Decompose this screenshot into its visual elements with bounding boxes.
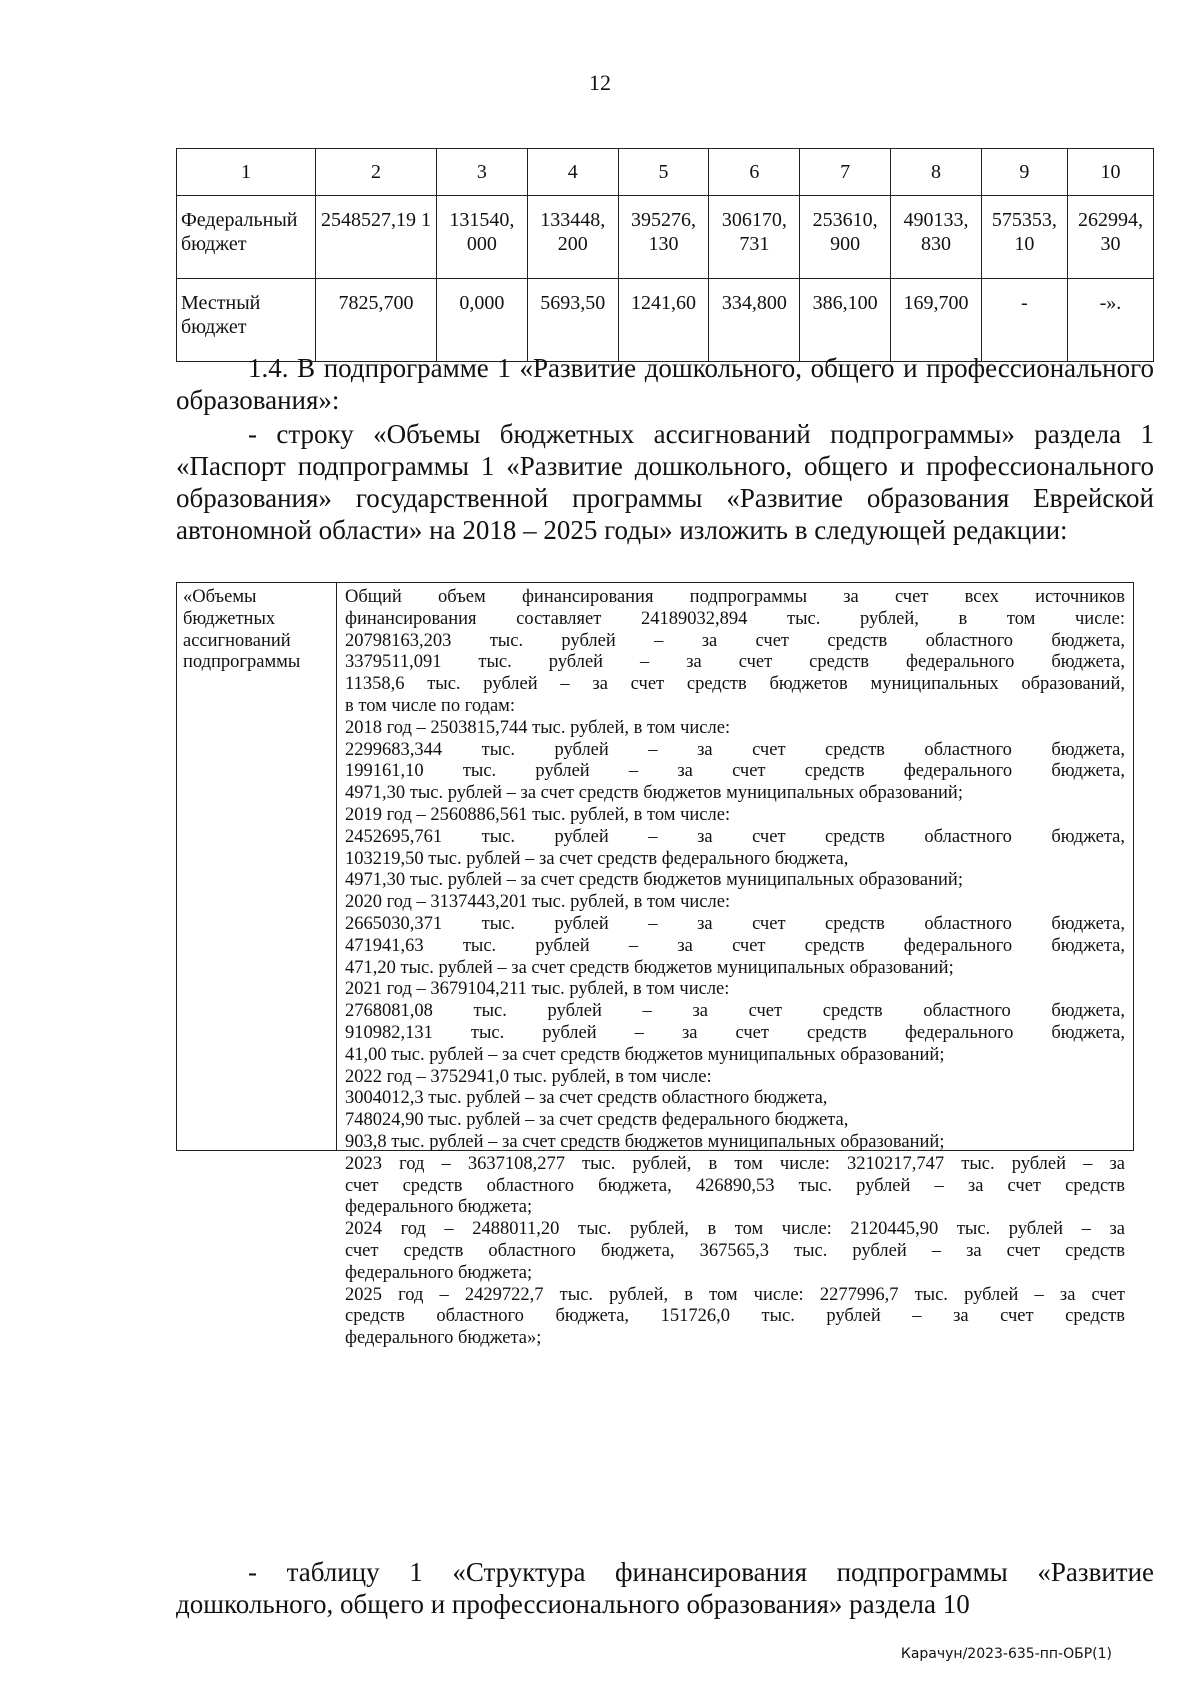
passport-line: 2020 год – 3137443,201 тыс. рублей, в том числе: [345, 892, 731, 913]
header-cell: 8 [891, 149, 982, 196]
passport-line: 2665030,371 тыс. рублей – за счет средств областного бюджета, [345, 913, 1125, 934]
passport-line: 2023 год – 3637108,277 тыс. рублей, в том числе: 3210217,747 тыс. рублей – за [345, 1153, 1125, 1174]
passport-line: 2025 год – 2429722,7 тыс. рублей, в том числе: 2277996,7 тыс. рублей – за счет [345, 1284, 1125, 1305]
header-cell: 5 [618, 149, 709, 196]
table-cell: 5693,50 [527, 279, 618, 362]
passport-line: 2024 год – 2488011,20 тыс. рублей, в том числе: 2120445,90 тыс. рублей – за [345, 1219, 1125, 1240]
passport-line: федерального бюджета; [345, 1197, 533, 1218]
table-cell: 2548527,19 1 [316, 196, 437, 279]
passport-line: 2021 год – 3679104,211 тыс. рублей, в том числе: [345, 979, 730, 1000]
passport-line: Общий объем финансирования подпрограммы за счет всех источников [345, 587, 1125, 607]
table-cell: 386,100 [800, 279, 891, 362]
table-cell: 7825,700 [316, 279, 437, 362]
table-cell: 306170, 731 [709, 196, 800, 279]
table-cell: 131540, 000 [437, 196, 528, 279]
header-cell: 1 [177, 149, 316, 196]
header-cell: 3 [437, 149, 528, 196]
page-number: 12 [589, 70, 611, 95]
passport-line: 903,8 тыс. рублей – за счет средств бюджетов муниципальных образований; [345, 1131, 945, 1152]
header-cell: 4 [527, 149, 618, 196]
passport-line: 2452695,761 тыс. рублей – за счет средств областного бюджета, [345, 826, 1125, 847]
passport-box [176, 582, 1134, 1349]
passport-line: 3379511,091 тыс. рублей – за счет средств федерального бюджета, [345, 652, 1125, 673]
passport-line: 41,00 тыс. рублей – за счет средств бюджетов муниципальных образований; [345, 1044, 945, 1065]
table-cell: 0,000 [437, 279, 528, 362]
passport-line: 4971,30 тыс. рублей – за счет средств бюджетов муниципальных образований; [345, 783, 963, 804]
passport-line: 2768081,08 тыс. рублей – за счет средств областного бюджета, [345, 1001, 1125, 1022]
table-cell: 262994, 30 [1067, 196, 1153, 279]
table-header-row [177, 149, 1154, 196]
passport-line: счет средств областного бюджета, 426890,53 тыс. рублей – за счет средств [345, 1175, 1125, 1196]
passport-line: 4971,30 тыс. рублей – за счет средств бюджетов муниципальных образований; [345, 870, 963, 891]
document-code: Карачун/2023-635-пп-ОБР(1) [900, 1646, 1112, 1662]
passport-line: счет средств областного бюджета, 367565,3 тыс. рублей – за счет средств [345, 1240, 1125, 1261]
table-cell: - [981, 279, 1067, 362]
passport-line: 11358,6 тыс. рублей – за счет средств бюджетов муниципальных образований, [345, 674, 1125, 695]
passport-line: в том числе по годам: [345, 695, 516, 716]
row-label: Федеральный бюджет [177, 196, 316, 279]
passport-line: средств областного бюджета, 151726,0 тыс. рублей – за счет средств [345, 1306, 1125, 1327]
passport-line: 2299683,344 тыс. рублей – за счет средств областного бюджета, [345, 739, 1125, 760]
passport-line: 2022 год – 3752941,0 тыс. рублей, в том числе: [345, 1066, 712, 1087]
passport-line: 103219,50 тыс. рублей – за счет средств федерального бюджета, [345, 848, 849, 869]
passport-line: 748024,90 тыс. рублей – за счет средств федерального бюджета, [345, 1110, 849, 1131]
table-row [177, 279, 1154, 362]
table-cell: 1241,60 [618, 279, 709, 362]
header-cell: 6 [709, 149, 800, 196]
table-row [177, 196, 1154, 279]
table-cell: -». [1067, 279, 1153, 362]
header-cell: 7 [800, 149, 891, 196]
passport-label: «Объемы бюджетных ассигнований подпрограммы [177, 583, 337, 1150]
passport-line: 20798163,203 тыс. рублей – за счет средств областного бюджета, [345, 630, 1125, 651]
table-cell: 575353, 10 [981, 196, 1067, 279]
table-cell: 169,700 [891, 279, 982, 362]
passport-line: 471941,63 тыс. рублей – за счет средств федерального бюджета, [345, 935, 1125, 956]
passport-line: федерального бюджета»; [345, 1328, 542, 1349]
passport-line: 910982,131 тыс. рублей – за счет средств федерального бюджета, [345, 1022, 1125, 1043]
paragraph-edit-row: - строку «Объемы бюджетных ассигнований подпрограммы» раздела 1 «Паспорт подпрограммы 1 «Развитие дошкольного, общего и профессионального образования» государственной программы «Развитие образования Еврейской автономной области» на 2018 – 2025 годы» изложить в следующей редакции: [176, 419, 1154, 545]
header-cell: 2 [316, 149, 437, 196]
passport-line: 2019 год – 2560886,561 тыс. рублей, в том числе: [345, 804, 731, 825]
passport-line: федерального бюджета; [345, 1262, 533, 1283]
passport-line: 471,20 тыс. рублей – за счет средств бюджетов муниципальных образований; [345, 957, 954, 978]
row-label: Местный бюджет [177, 279, 316, 362]
paragraph-edit-table: - таблицу 1 «Структура финансирования подпрограммы «Развитие дошкольного, общего и профессионального образования» раздела 10 [176, 1557, 1154, 1619]
passport-line: финансирования составляет 24189032,894 тыс. рублей, в том числе: [345, 608, 1125, 629]
header-cell: 9 [981, 149, 1067, 196]
financing-table [176, 148, 1154, 362]
table-cell: 253610, 900 [800, 196, 891, 279]
passport-line: 3004012,3 тыс. рублей – за счет средств областного бюджета, [345, 1088, 828, 1109]
passport-line: 199161,10 тыс. рублей – за счет средств федерального бюджета, [345, 761, 1125, 782]
table-cell: 395276, 130 [618, 196, 709, 279]
table-cell: 133448, 200 [527, 196, 618, 279]
passport-content [337, 583, 1133, 1349]
passport-line: 2018 год – 2503815,744 тыс. рублей, в том числе: [345, 717, 731, 738]
table-cell: 490133, 830 [891, 196, 982, 279]
paragraph-1-4: 1.4. В подпрограмме 1 «Развитие дошкольного, общего и профессионального образования»: [176, 353, 1154, 415]
table-cell: 334,800 [709, 279, 800, 362]
header-cell: 10 [1067, 149, 1153, 196]
